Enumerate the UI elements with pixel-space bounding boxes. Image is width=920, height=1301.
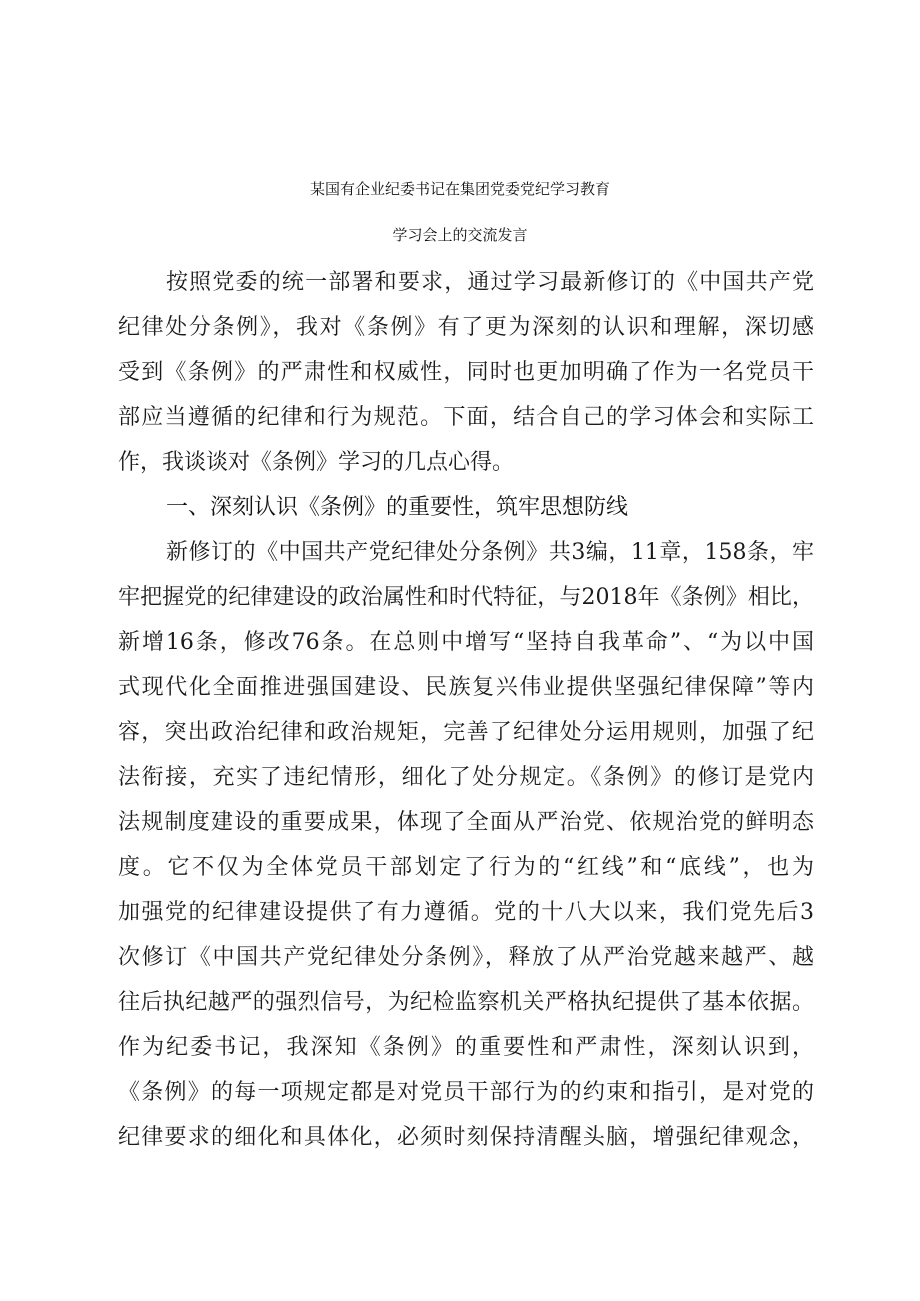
intro-paragraph-line: 按照党委的统一部署和要求，通过学习最新修订的《中国共产党 [166,270,814,295]
section-paragraph-line: 新增16条，修改76条。在总则中增写“坚持自我革命”、“为以中国 [118,630,814,655]
intro-paragraph-line: 部应当遵循的纪律和行为规范。下面，结合自己的学习体会和实际工 [118,405,814,430]
intro-paragraph-line: 纪律处分条例》，我对《条例》有了更为深刻的认识和理解，深切感 [118,315,814,340]
intro-paragraph-line: 作，我谈谈对《条例》学习的几点心得。 [118,450,515,475]
section-paragraph-line: 往后执纪越严的强烈信号，为纪检监察机关严格执纪提供了基本依据。 [118,990,814,1015]
intro-paragraph-line: 受到《条例》的严肃性和权威性，同时也更加明确了作为一名党员干 [118,360,814,385]
document-title-line-1: 某国有企业纪委书记在集团党委党纪学习教育 [309,180,610,198]
section-paragraph-line: 《条例》的每一项规定都是对党员干部行为的约束和指引，是对党的 [118,1080,814,1105]
section-paragraph-line: 次修订《中国共产党纪律处分条例》，释放了从严治党越来越严、越 [118,945,814,970]
section-paragraph-line: 容，突出政治纪律和政治规矩，完善了纪律处分运用规则，加强了纪 [118,720,814,745]
section-paragraph-line: 新修订的《中国共产党纪律处分条例》共3编，11章，158条，牢 [166,540,814,565]
document-title-line-2: 学习会上的交流发言 [392,226,528,244]
section-paragraph-line: 法规制度建设的重要成果，体现了全面从严治党、依规治党的鲜明态 [118,810,814,835]
section-heading: 一、深刻认识《条例》的重要性，筑牢思想防线 [166,495,629,520]
section-paragraph-line: 度。它不仅为全体党员干部划定了行为的“红线”和“底线”，也为 [118,855,814,880]
section-paragraph-line: 作为纪委书记，我深知《条例》的重要性和严肃性，深刻认识到， [118,1035,814,1060]
section-paragraph-line: 加强党的纪律建设提供了有力遵循。党的十八大以来，我们党先后3 [118,900,814,925]
section-paragraph-line: 法衔接，充实了违纪情形，细化了处分规定。《条例》的修订是党内 [118,765,814,790]
section-paragraph-line: 牢把握党的纪律建设的政治属性和时代特征，与2018年《条例》相比， [118,585,814,610]
section-paragraph-line: 纪律要求的细化和具体化，必须时刻保持清醒头脑，增强纪律观念， [118,1125,814,1150]
section-paragraph-line: 式现代化全面推进强国建设、民族复兴伟业提供坚强纪律保障”等内 [118,675,814,700]
